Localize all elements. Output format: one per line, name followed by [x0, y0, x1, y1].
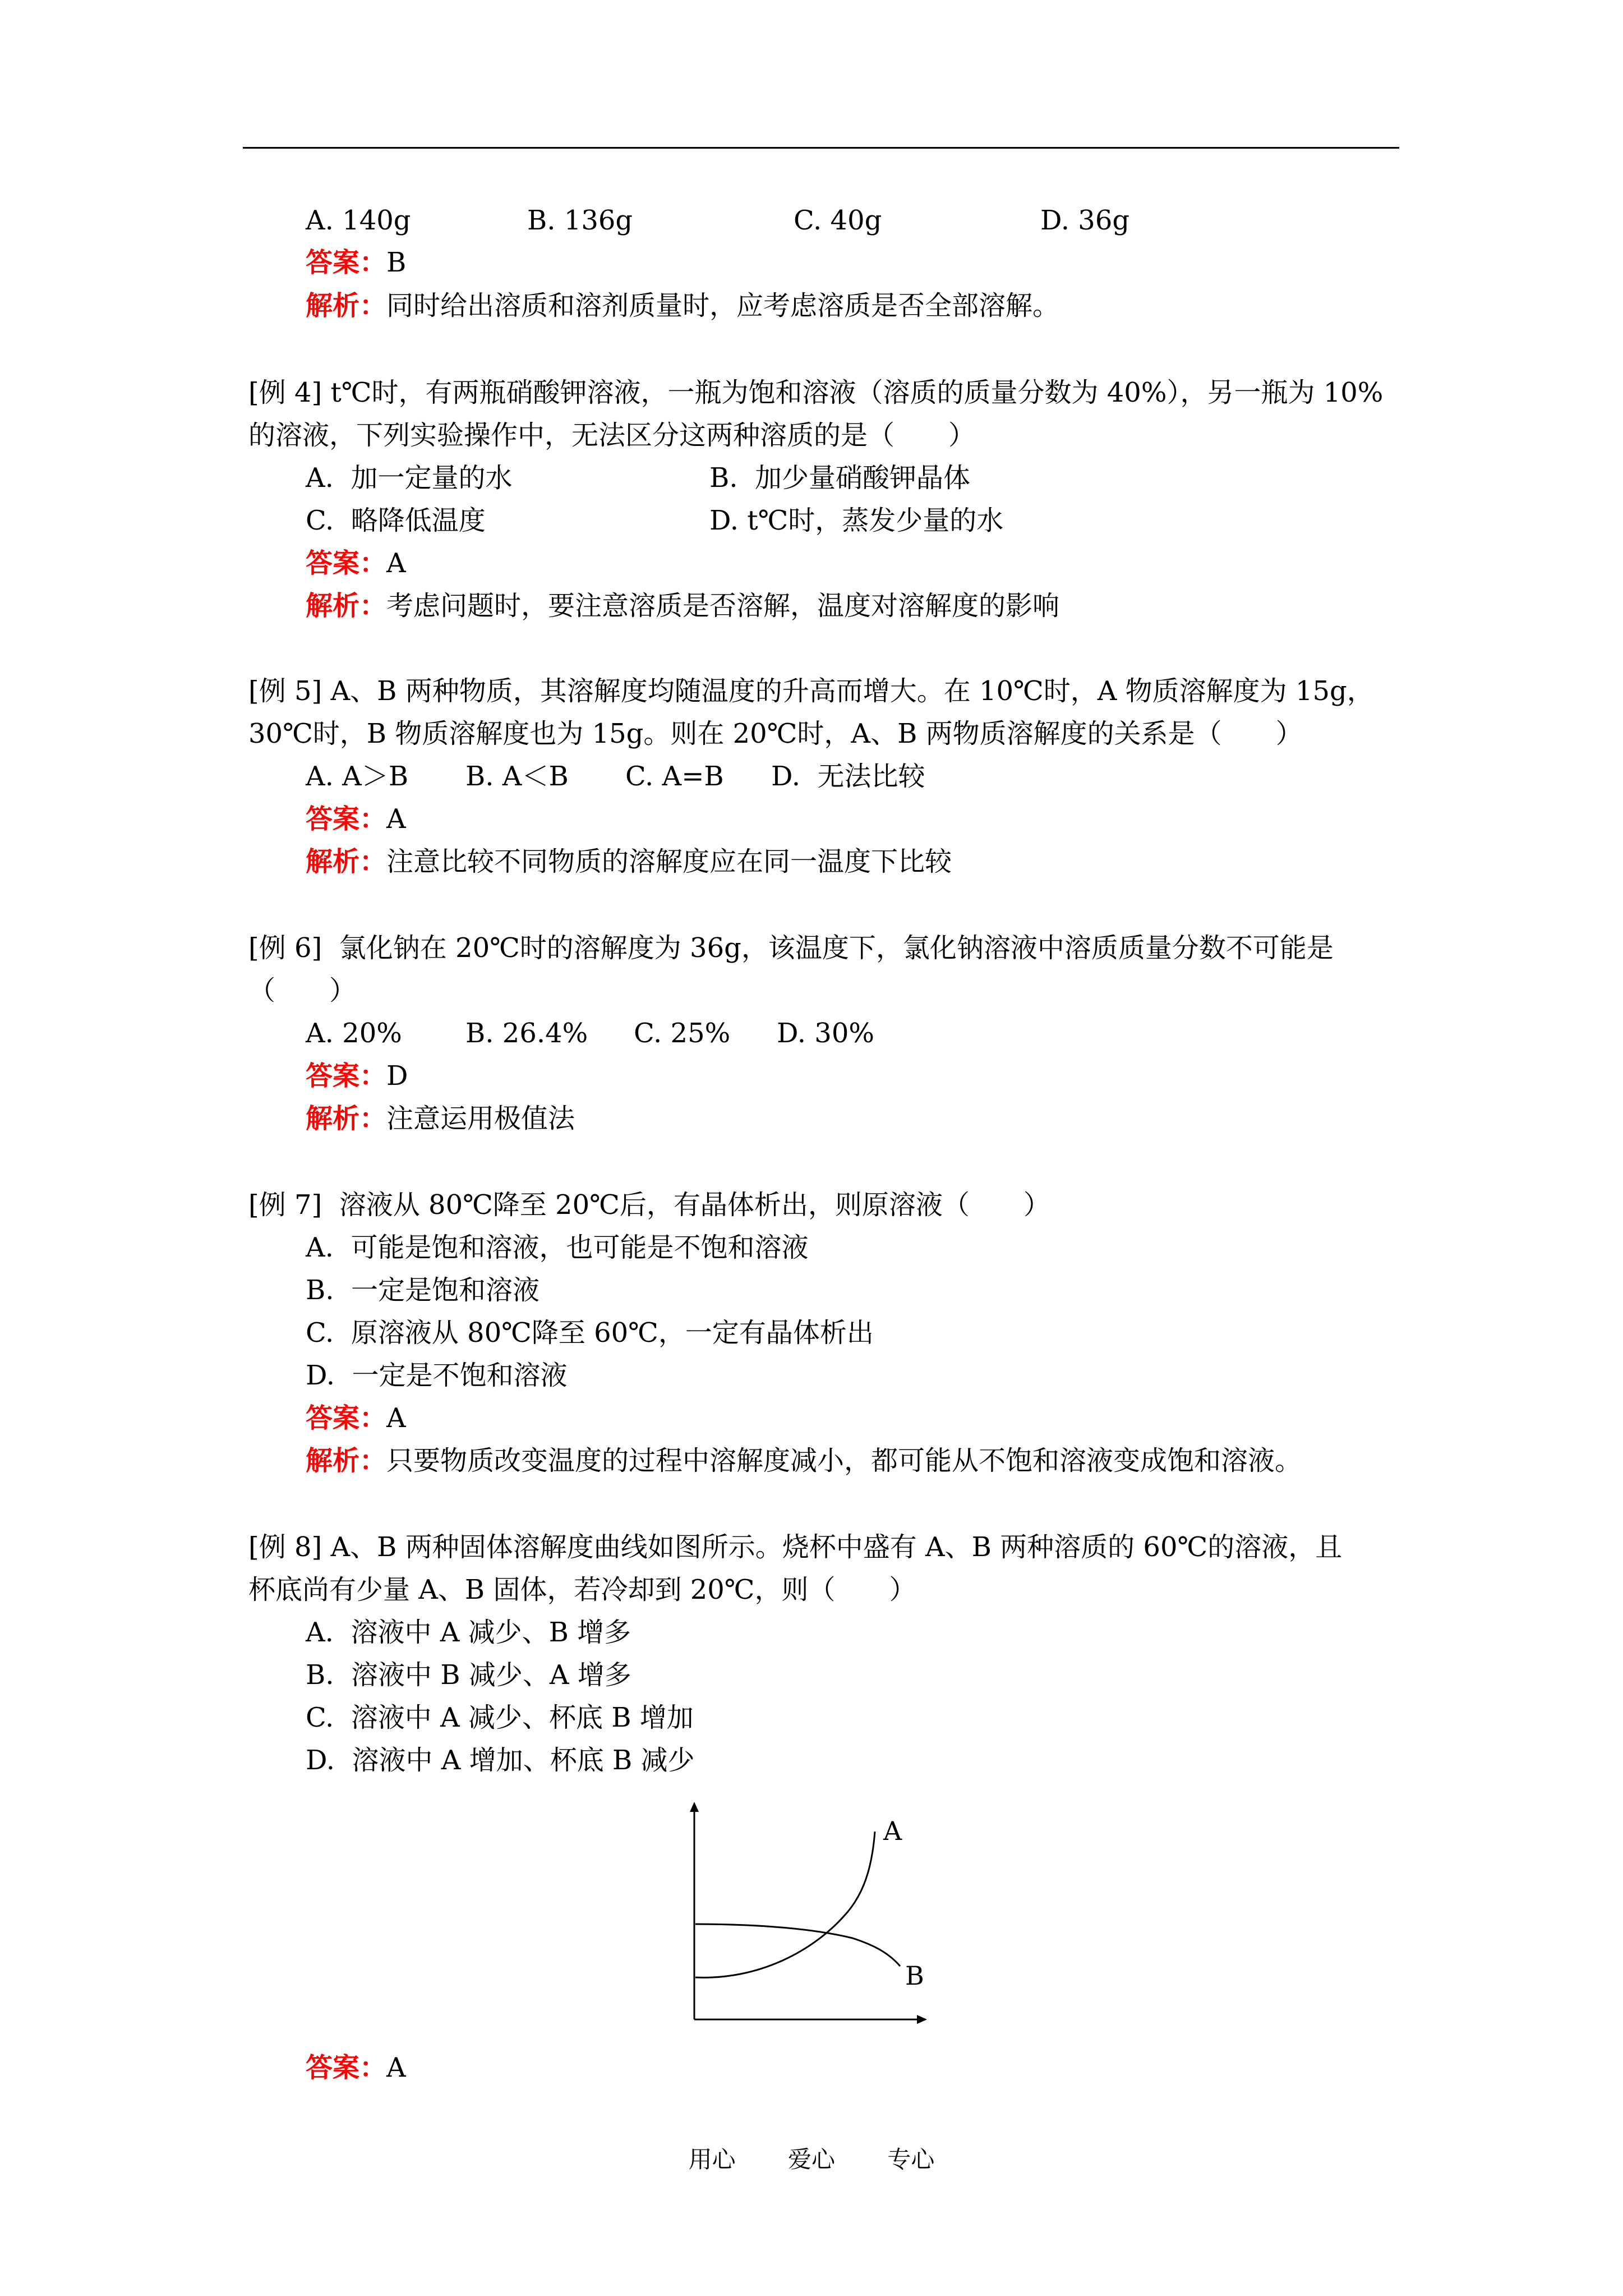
- q4-stem-line2: 的溶液，下列实验操作中，无法区分这两种溶质的是（ ）: [248, 420, 976, 451]
- q5-analysis: [306, 840, 1461, 883]
- q4-option-a: A. 加一定量的水: [306, 462, 513, 494]
- q4-analysis-text: 考虑问题时，要注意溶质是否溶解，温度对溶解度的影响: [386, 590, 1060, 622]
- q6-option-a: A. 20%: [306, 1018, 402, 1049]
- q7-option-b: B. 一定是饱和溶液: [306, 1274, 540, 1306]
- q3-analysis-text: 同时给出溶质和溶剂质量时，应考虑溶质是否全部溶解。: [386, 290, 1060, 321]
- q3-option-a: A. 140g: [306, 205, 411, 236]
- q8-option-b: B. 溶液中 B 减少、A 增多: [306, 1659, 631, 1691]
- q4-option-b: B. 加少量硝酸钾晶体: [709, 462, 971, 494]
- q7-answer: [306, 1397, 1461, 1439]
- q5-answer: [306, 798, 1461, 840]
- analysis-label: 解析：: [306, 1103, 387, 1134]
- q4-answer-value: A: [386, 547, 406, 579]
- q3-answer-value: B: [386, 247, 407, 278]
- q4-analysis: [306, 585, 1461, 627]
- q5-stem-line1: [例 5] A、B 两种物质，其溶解度均随温度的升高而增大。在 10℃时，A 物质溶解度为 15g，: [248, 675, 1374, 707]
- answer-label: 答案：: [306, 1402, 387, 1434]
- q5-answer-value: A: [386, 803, 406, 835]
- q7-analysis: [306, 1439, 1461, 1482]
- footer-text-1: 用心: [688, 2146, 736, 2173]
- footer-text-2: 爱心: [787, 2146, 835, 2173]
- q6-analysis-text: 注意运用极值法: [386, 1103, 575, 1134]
- header-rule: [243, 147, 1399, 149]
- q3-answer: [306, 241, 1461, 284]
- page-footer: [0, 2143, 1623, 2177]
- q8-stem-line1: [例 8] A、B 两种固体溶解度曲线如图所示。烧杯中盛有 A、B 两种溶质的 60℃的溶液，且: [248, 1531, 1343, 1563]
- q3-analysis: [306, 284, 1461, 327]
- q8-option-d: D. 溶液中 A 增加、杯底 B 减少: [306, 1745, 695, 1776]
- x-axis-arrow: [917, 2015, 927, 2024]
- q6-analysis: [306, 1097, 1461, 1140]
- q6-answer: [306, 1055, 1461, 1097]
- q6-option-c: C. 25%: [634, 1018, 731, 1049]
- q5-option-c: C. A=B: [625, 761, 724, 792]
- q7-analysis-text: 只要物质改变温度的过程中溶解度减小，都可能从不饱和溶液变成饱和溶液。: [386, 1445, 1302, 1476]
- q3-option-c: C. 40g: [794, 205, 882, 236]
- footer-text-3: 专心: [887, 2146, 935, 2173]
- curve-a: [695, 1832, 875, 1977]
- q7-option-a: A. 可能是饱和溶液，也可能是不饱和溶液: [306, 1232, 809, 1263]
- analysis-label: 解析：: [306, 590, 387, 622]
- q5-analysis-text: 注意比较不同物质的溶解度应在同一温度下比较: [386, 846, 952, 877]
- q6-stem-line2: （ ）: [248, 975, 357, 1006]
- q5-option-b: B. A＜B: [465, 761, 569, 792]
- q4-option-c: C. 略降低温度: [306, 505, 486, 536]
- q6-answer-value: D: [386, 1060, 408, 1092]
- analysis-label: 解析：: [306, 846, 387, 877]
- y-axis-arrow: [690, 1802, 699, 1812]
- q4-option-d: D. t℃时，蒸发少量的水: [709, 505, 1004, 536]
- q5-option-a: A. A＞B: [306, 761, 409, 792]
- curve-b: [695, 1924, 900, 1966]
- answer-label: 答案：: [306, 247, 387, 278]
- q3-option-b: B. 136g: [527, 205, 633, 236]
- analysis-label: 解析：: [306, 290, 387, 321]
- q6-option-b: B. 26.4%: [465, 1018, 588, 1049]
- q8-answer-value: A: [386, 2052, 406, 2083]
- analysis-label: 解析：: [306, 1445, 387, 1476]
- q4-answer: [306, 542, 1461, 585]
- q6-stem-line1: [例 6] 氯化钠在 20℃时的溶解度为 36g，该温度下，氯化钠溶液中溶质质量分数不可能是: [248, 932, 1334, 964]
- answer-label: 答案：: [306, 2052, 387, 2083]
- q5-option-d: D. 无法比较: [771, 761, 925, 792]
- curve-a-label: A: [883, 1816, 902, 1846]
- answer-label: 答案：: [306, 547, 387, 579]
- q7-stem: [例 7] 溶液从 80℃降至 20℃后，有晶体析出，则原溶液（ ）: [248, 1189, 1050, 1221]
- q8-answer: [306, 2046, 1461, 2089]
- q5-stem-line2: 30℃时，B 物质溶解度也为 15g。则在 20℃时，A、B 两物质溶解度的关系是（ ）: [248, 718, 1303, 749]
- q4-stem-line1: [例 4] t℃时，有两瓶硝酸钾溶液，一瓶为饱和溶液（溶质的质量分数为 40%），另一瓶为 10%: [248, 377, 1384, 408]
- q8-option-a: A. 溶液中 A 减少、B 增多: [306, 1617, 631, 1648]
- q3-option-d: D. 36g: [1040, 205, 1130, 236]
- q6-option-d: D. 30%: [777, 1018, 874, 1049]
- answer-label: 答案：: [306, 803, 387, 835]
- solubility-curve-diagram: [673, 1801, 953, 2031]
- q7-option-c: C. 原溶液从 80℃降至 60℃，一定有晶体析出: [306, 1317, 874, 1349]
- q8-stem-line2: 杯底尚有少量 A、B 固体，若冷却到 20℃，则（ ）: [248, 1574, 916, 1605]
- curve-b-label: B: [905, 1961, 924, 1991]
- answer-label: 答案：: [306, 1060, 387, 1092]
- q8-option-c: C. 溶液中 A 减少、杯底 B 增加: [306, 1702, 694, 1733]
- q7-option-d: D. 一定是不饱和溶液: [306, 1360, 568, 1391]
- q7-answer-value: A: [386, 1402, 406, 1434]
